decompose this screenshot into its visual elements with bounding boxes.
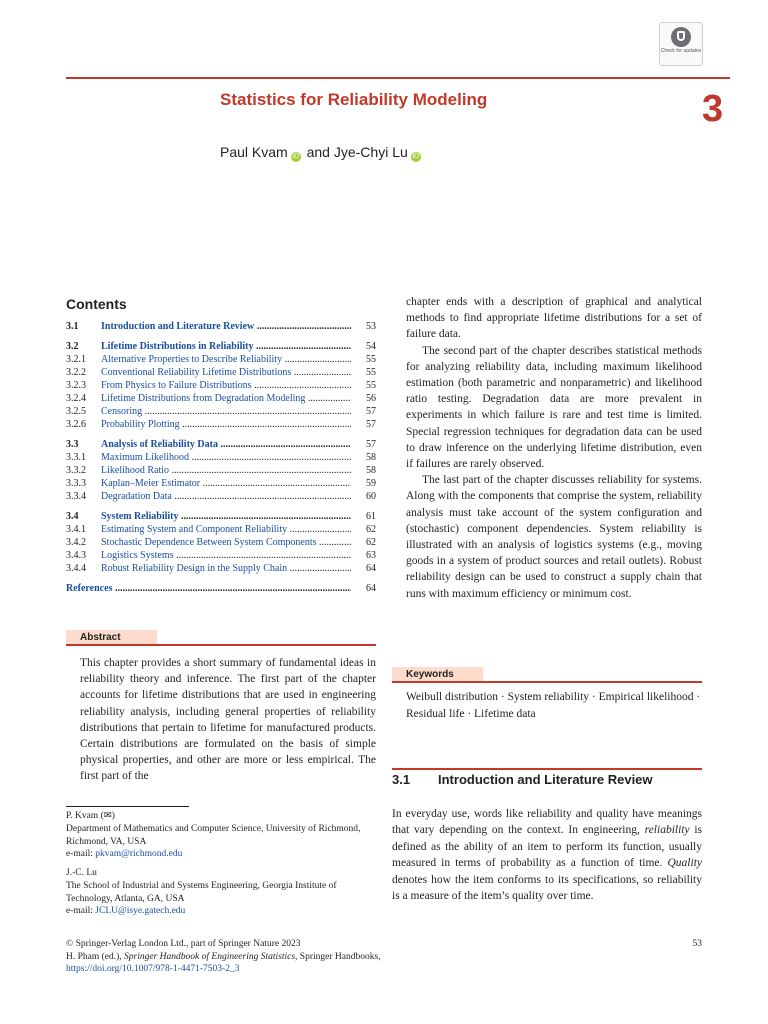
toc-page: 58 bbox=[366, 452, 376, 463]
bookmark-icon bbox=[671, 27, 691, 47]
toc-row[interactable] bbox=[66, 477, 376, 490]
toc-number: 3.3.1 bbox=[66, 452, 86, 463]
toc-page: 60 bbox=[366, 491, 376, 502]
toc-number: 3.4.3 bbox=[66, 550, 86, 561]
toc-row[interactable] bbox=[66, 549, 376, 562]
toc-number: 3.2.2 bbox=[66, 367, 86, 378]
chapter-number: 3 bbox=[702, 88, 724, 130]
toc-row[interactable] bbox=[66, 340, 376, 353]
author-line bbox=[220, 144, 423, 162]
toc-link[interactable]: Lifetime Distributions from Degradation Modeling ..... bbox=[101, 392, 351, 405]
author-name: Jye-Chyi Lu bbox=[333, 144, 408, 160]
toc-link[interactable]: References ..... bbox=[66, 582, 351, 595]
email-label: e-mail: bbox=[66, 906, 93, 917]
abstract-heading: Abstract bbox=[66, 630, 157, 646]
toc-number: 3.3.4 bbox=[66, 491, 86, 502]
affiliation-name: J.-C. Lu bbox=[66, 868, 97, 878]
author-name: Paul Kvam bbox=[220, 144, 288, 160]
affiliation-name: P. Kvam (✉) bbox=[66, 811, 115, 821]
toc-page: 55 bbox=[366, 354, 376, 365]
toc-row[interactable] bbox=[66, 418, 376, 431]
toc-number: 3.3.2 bbox=[66, 465, 86, 476]
toc-page: 55 bbox=[366, 380, 376, 391]
toc-page: 61 bbox=[366, 511, 376, 522]
toc-link[interactable]: Logistics Systems ..... bbox=[101, 549, 351, 562]
chapter-title: Statistics for Reliability Modeling bbox=[220, 90, 488, 109]
toc-row[interactable] bbox=[66, 451, 376, 464]
toc-row[interactable] bbox=[66, 523, 376, 536]
toc-number: 3.2 bbox=[66, 341, 79, 352]
toc-page: 54 bbox=[366, 341, 376, 352]
toc-link[interactable]: Conventional Reliability Lifetime Distributions ..... bbox=[101, 366, 351, 379]
affiliation-kvam bbox=[66, 810, 376, 861]
abstract-rule bbox=[66, 644, 376, 646]
toc-row-references[interactable] bbox=[66, 582, 376, 595]
toc-row[interactable] bbox=[66, 536, 376, 549]
toc-page: 58 bbox=[366, 465, 376, 476]
doi-link[interactable]: https://doi.org/10.1007/978-1-4471-7503-2_3 bbox=[66, 964, 240, 974]
toc-link[interactable]: Degradation Data ..... bbox=[101, 490, 351, 503]
author-joiner: and bbox=[306, 144, 330, 160]
toc-page: 57 bbox=[366, 439, 376, 450]
toc-link[interactable]: Stochastic Dependence Between System Components ..... bbox=[101, 536, 351, 549]
toc-page: 56 bbox=[366, 393, 376, 404]
book-title: Springer Handbook of Engineering Statistics bbox=[124, 951, 296, 962]
section-heading bbox=[392, 772, 653, 787]
badge-label: Check for updates bbox=[660, 48, 702, 54]
toc-link[interactable]: Probability Plotting ..... bbox=[101, 418, 351, 431]
orcid-icon[interactable]: iD bbox=[412, 153, 420, 160]
affiliation-dept: The School of Industrial and Systems Engineering, Georgia Institute of Technology, Atlanta, GA, USA bbox=[66, 880, 337, 904]
toc-link[interactable]: From Physics to Failure Distributions ..... bbox=[101, 379, 351, 392]
toc-row[interactable] bbox=[66, 562, 376, 575]
section-title: Introduction and Literature Review bbox=[438, 772, 653, 787]
toc-page: 59 bbox=[366, 478, 376, 489]
toc-row[interactable] bbox=[66, 379, 376, 392]
toc-page: 62 bbox=[366, 524, 376, 535]
toc-link[interactable]: Estimating System and Component Reliability ..... bbox=[101, 523, 351, 536]
section-intro-text: In everyday use, words like reliability and quality have meanings that vary depending on the context. In engineering, reliability is defined as the ability of an item to perform its function, usually measured in terms of probability as a function of time. Quality denotes how the item conforms to its specifications, so reliability is a measure of the item’s quality over time. bbox=[392, 808, 703, 903]
page-footer bbox=[66, 938, 702, 976]
toc-number: 3.3.3 bbox=[66, 478, 86, 489]
toc-number: 3.4.4 bbox=[66, 563, 86, 574]
section-number: 3.1 bbox=[392, 772, 411, 787]
toc-number: 3.2.4 bbox=[66, 393, 86, 404]
contents-heading: Contents bbox=[66, 296, 127, 312]
emphasis: reliability bbox=[644, 824, 690, 837]
toc-page: 55 bbox=[366, 367, 376, 378]
toc-number: 3.2.1 bbox=[66, 354, 86, 365]
toc-page: 64 bbox=[366, 563, 376, 574]
affiliation-lu bbox=[66, 867, 376, 918]
section-rule bbox=[392, 768, 702, 770]
keywords-rule bbox=[392, 681, 702, 683]
toc-number: 3.2.6 bbox=[66, 419, 86, 430]
affiliation-email-line bbox=[66, 905, 376, 918]
toc-row[interactable] bbox=[66, 392, 376, 405]
copyright-line: © Springer-Verlag London Ltd., part of Springer Nature 2023 bbox=[66, 939, 301, 949]
paragraph: The second part of the chapter describes statistical methods for analyzing reliability data, including maximum likelihood estimation (both parametric and nonparametric) and likelihood ratio testing. Degradation data are more prevalent in experiments in which failure is rare and test time is limited. Special regression techniques for degradation data can be used to draw inference on the underlying lifetime distribution, even if failures are rarely observed. bbox=[406, 344, 702, 471]
keywords-header bbox=[392, 667, 702, 683]
abstract-text: This chapter provides a short summary of fundamental ideas in reliability theory and inference. The first part of the chapter accounts for lifetime distributions that are used in engineering reliability analysis, including general properties of reliability distributions that pertain to lifetime for manufactured products. Certain distributions are formulated on the basis of simple physical properties, and other are more or less empirical. The first part of the bbox=[80, 657, 376, 783]
check-for-updates-badge[interactable] bbox=[659, 22, 703, 66]
toc-link[interactable]: Analysis of Reliability Data ..... bbox=[101, 438, 351, 451]
keywords-heading: Keywords bbox=[392, 667, 483, 683]
toc-row[interactable] bbox=[66, 320, 376, 333]
toc-link[interactable]: System Reliability ..... bbox=[101, 510, 351, 523]
email-link[interactable]: pkvam@richmond.edu bbox=[95, 849, 183, 860]
toc-number: 3.4.2 bbox=[66, 537, 86, 548]
toc-link[interactable]: Robust Reliability Design in the Supply Chain ..... bbox=[101, 562, 351, 575]
table-of-contents bbox=[66, 320, 376, 595]
toc-link[interactable]: Kaplan–Meier Estimator ..... bbox=[101, 477, 351, 490]
keywords-list: Weibull distribution · System reliability · Empirical likelihood · Residual life · Lifetime data bbox=[406, 691, 701, 720]
email-label: e-mail: bbox=[66, 849, 93, 860]
paragraph: chapter ends with a description of graphical and analytical methods to find appropriate lifetime distributions for a set of failure data. bbox=[406, 296, 702, 341]
toc-row[interactable] bbox=[66, 464, 376, 477]
toc-row[interactable] bbox=[66, 366, 376, 379]
toc-link[interactable]: Lifetime Distributions in Reliability ..... bbox=[101, 340, 351, 353]
footnote-rule bbox=[66, 806, 189, 807]
page-number: 53 bbox=[692, 939, 702, 949]
toc-number: 3.3 bbox=[66, 439, 79, 450]
affiliation-email-line bbox=[66, 848, 376, 861]
abstract-header bbox=[66, 630, 376, 646]
toc-page: 64 bbox=[366, 583, 376, 594]
toc-row[interactable] bbox=[66, 405, 376, 418]
toc-page: 53 bbox=[366, 321, 376, 332]
citation-line: H. Pham (ed.), Springer Handbook of Engineering Statistics, Springer Handbooks, bbox=[66, 951, 381, 962]
toc-number: 3.4 bbox=[66, 511, 79, 522]
toc-page: 63 bbox=[366, 550, 376, 561]
toc-row[interactable] bbox=[66, 438, 376, 451]
toc-page: 57 bbox=[366, 406, 376, 417]
toc-row[interactable] bbox=[66, 490, 376, 503]
toc-link[interactable]: Maximum Likelihood ..... bbox=[101, 451, 351, 464]
toc-link[interactable]: Introduction and Literature Review ..... bbox=[101, 320, 351, 333]
email-link[interactable]: JCLU@isye.gatech.edu bbox=[95, 906, 186, 917]
chapter-top-rule bbox=[66, 77, 730, 79]
toc-number: 3.2.5 bbox=[66, 406, 86, 417]
emphasis: Quality bbox=[667, 857, 702, 870]
toc-row[interactable] bbox=[66, 510, 376, 523]
toc-number: 3.1 bbox=[66, 321, 79, 332]
toc-page: 62 bbox=[366, 537, 376, 548]
toc-number: 3.2.3 bbox=[66, 380, 86, 391]
toc-link[interactable]: Alternative Properties to Describe Reliability ..... bbox=[101, 353, 351, 366]
toc-link[interactable]: Likelihood Ratio ..... bbox=[101, 464, 351, 477]
toc-link[interactable]: Censoring ..... bbox=[101, 405, 351, 418]
toc-number: 3.4.1 bbox=[66, 524, 86, 535]
orcid-icon[interactable]: iD bbox=[292, 153, 300, 160]
abstract-continuation bbox=[406, 294, 702, 602]
affiliation-dept: Department of Mathematics and Computer Science, University of Richmond, Richmond, VA, USA bbox=[66, 823, 361, 847]
toc-row[interactable] bbox=[66, 353, 376, 366]
toc-page: 57 bbox=[366, 419, 376, 430]
paragraph: The last part of the chapter discusses reliability for systems. Along with the components that comprise the system, reliability analysis must take account of the system configuration and (stochastic) component dependencies. System reliability is illustrated with an analysis of logistics systems (e.g., moving goods in a system of product sources and retail outlets). Robust reliability design can be used to construct a supply chain that runs with maximum efficiency or minimum cost. bbox=[406, 474, 702, 600]
